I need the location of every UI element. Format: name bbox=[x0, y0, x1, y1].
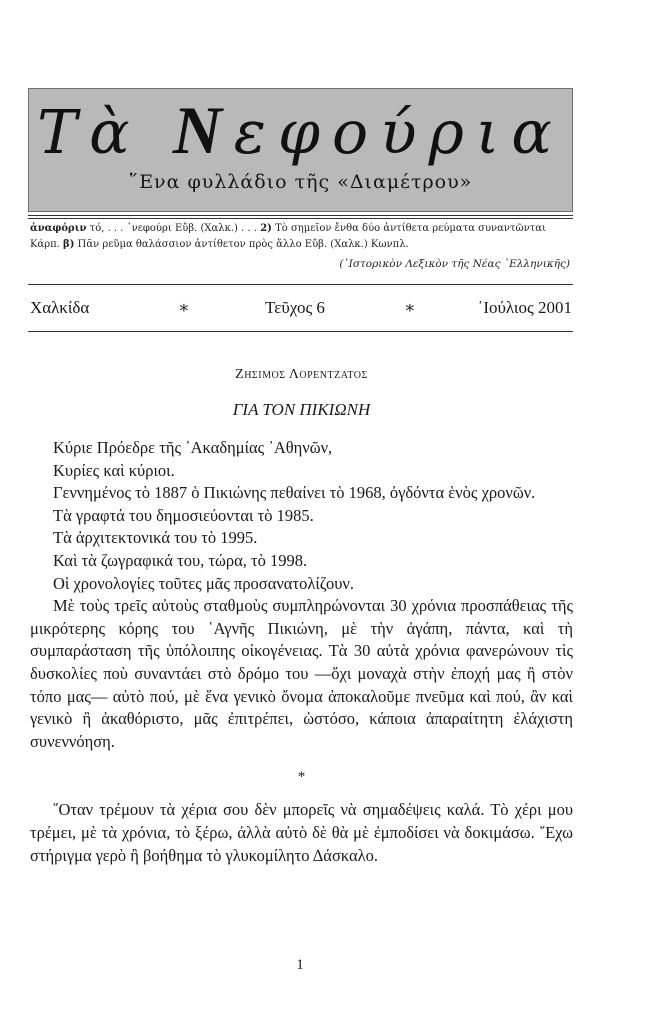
salutation-line: Κύριε Πρόεδρε τῆς ᾿Ακαδημίας ᾿Αθηνῶν, bbox=[53, 438, 333, 457]
page-number: 1 bbox=[296, 957, 304, 973]
rule-divider bbox=[28, 218, 573, 219]
body-paragraph: Καὶ τὰ ζωγραφικά του, τώρα, τὸ 1998. bbox=[53, 550, 308, 570]
title-initial: Ν bbox=[172, 92, 234, 168]
definition-citation: (᾿Ιστορικὸν Λεξικὸν τῆς Νέας ῾Ελληνικῆς) bbox=[339, 258, 570, 270]
section-break-asterisk: * bbox=[297, 769, 306, 786]
definition-text: Τὸ σημεῖον ἔνθα δύο ἀντίθετα ρεύματα συναντῶνται bbox=[271, 223, 546, 234]
newsletter-subtitle: ῞Ενα φυλλάδιο τῆς «Διαμέτρου» bbox=[128, 171, 473, 193]
definition-text: Πᾶν ρεῦμα θαλάσσιον ἀντίθετον πρὸς ἄλλο Εὔβ. (Χαλκ.) Κωνπλ. bbox=[74, 239, 409, 250]
rule-divider bbox=[28, 331, 573, 332]
issue-number: Τεῦχος 6 bbox=[265, 298, 325, 317]
dictionary-definition bbox=[30, 221, 573, 272]
body-paragraph: Γεννημένος τὸ 1887 ὁ Πικιώνης πεθαίνει τὸ 1968, ὀγδόντα ἑνὸς χρονῶν. bbox=[53, 483, 536, 503]
definition-headword: ἀναφόριν bbox=[30, 223, 87, 234]
article bbox=[30, 366, 573, 867]
definition-sense-letter: β) bbox=[63, 239, 75, 250]
rule-divider bbox=[28, 215, 573, 216]
body-paragraph: Μὲ τοὺς τρεῖς αὐτοὺς σταθμοὺς συμπληρώνονται 30 χρόνια προσπάθειας τῆς μικρότερης κόρης του ῾Αγνῆς Πικιώνη, μὲ τὴν ἀγάπη, πάντα, καὶ τὴ συμπαράσταση τῆς ὑπόλοιπης οἰκογένειας. Τὰ 30 αὐτὰ χρόνια φανερώνουν τὶς δυσκολίες ποὺ συναντάει στὸ δρόμο του —ὄχι μοναχὰ στὴν ἐποχή μας ἢ στὸν τόπο μας— αὐτὸ πού, μὲ ἕνα γενικὸ ὄνομα ἀποκαλοῦμε πνεῦμα καὶ πού, ἂν καὶ γενικὸ ἢ ἀκαθόριστο, μᾶς ἐπιτρέπει, ὡστόσο, κάποια ἀπαραίτητη ἐλάχιστη συνεννόηση. bbox=[30, 596, 573, 751]
rule-divider bbox=[28, 284, 573, 285]
separator-asterisk: ∗ bbox=[178, 298, 190, 317]
definition-sense-number: 2) bbox=[260, 223, 272, 234]
newsletter-title bbox=[29, 91, 572, 172]
article-author: Ζησιμος Λορεντζατος bbox=[235, 367, 368, 382]
article-title: ΓΙΑ ΤΟΝ ΠΙΚΙΩΝΗ bbox=[232, 400, 371, 419]
body-paragraph: Τὰ γραφτά του δημοσιεύονται τὸ 1985. bbox=[53, 505, 314, 525]
article-body-continued bbox=[30, 799, 573, 867]
title-prefix: Τὰ bbox=[37, 98, 142, 168]
masthead-banner bbox=[28, 88, 573, 212]
separator-asterisk: ∗ bbox=[404, 298, 416, 317]
issue-info-row bbox=[30, 297, 572, 321]
body-paragraph: ῞Οταν τρέμουν τὰ χέρια σου δὲν μπορεῖς νὰ σημαδέψεις καλά. Τὸ χέρι μου τρέμει, μὲ τὰ χρόνια, τὸ ξέρω, ἀλλὰ αὐτὸ δὲ θὰ μὲ ἐμποδίσει νὰ δοκιμάσω. ῎Εχω στήριγμα γερὸ ἢ βοήθημα τὸ γλυκομίλητο Δάσκαλο. bbox=[30, 800, 573, 865]
article-body bbox=[30, 437, 573, 753]
definition-text: Κάρπ. bbox=[30, 239, 64, 250]
definition-text: τό, . . . ᾿νεφούρι Εὔβ. (Χαλκ.) . . . bbox=[86, 223, 261, 234]
issue-date: ᾿Ιούλιος 2001 bbox=[477, 298, 572, 317]
definition-line-1 bbox=[30, 221, 573, 237]
definition-line-2 bbox=[30, 237, 573, 253]
body-paragraph: Οἱ χρονολογίες τοῦτες μᾶς προσανατολίζουν. bbox=[53, 573, 354, 593]
salutation-line: Κυρίες καὶ κύριοι. bbox=[53, 460, 175, 480]
issue-place: Χαλκίδα bbox=[30, 298, 90, 317]
title-rest: εφούρια bbox=[233, 98, 564, 168]
body-paragraph: Τὰ ἀρχιτεκτονικά του τὸ 1995. bbox=[53, 528, 258, 548]
